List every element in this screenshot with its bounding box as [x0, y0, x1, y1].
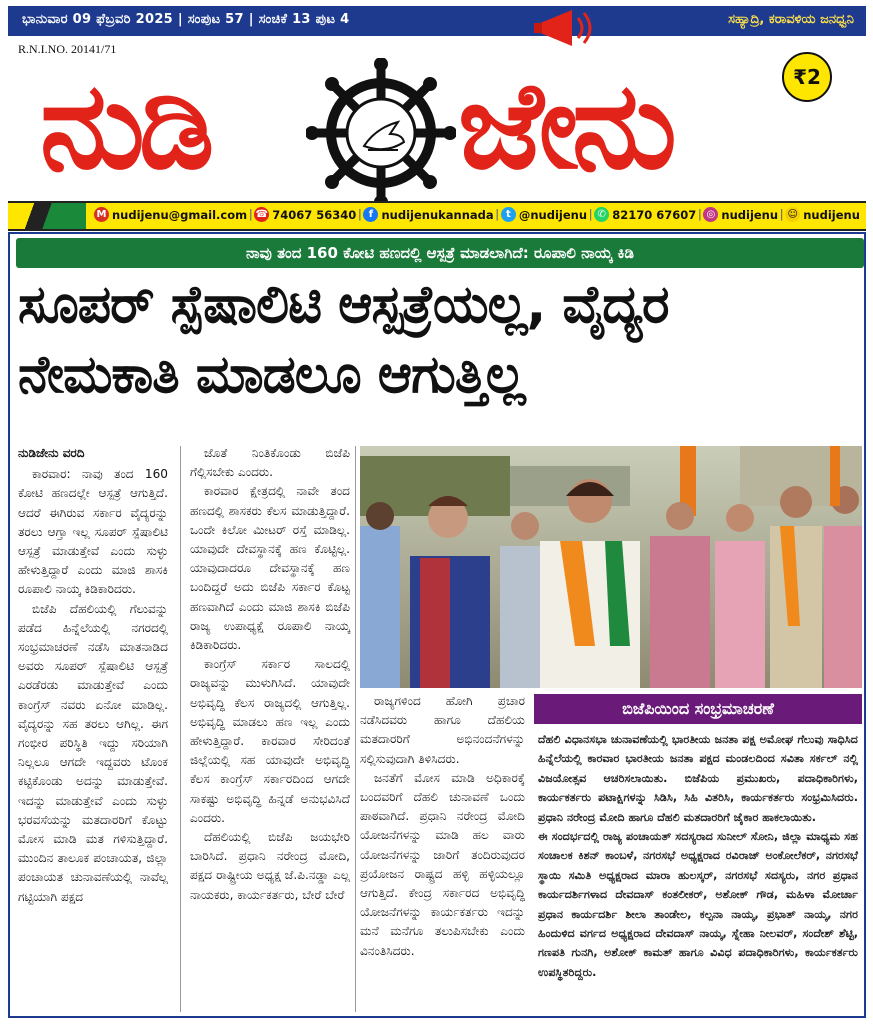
contact-bar-stripe — [8, 203, 86, 229]
whatsapp-icon: ✆ — [594, 207, 609, 222]
twitter-icon: t — [501, 207, 516, 222]
tagline: ಸಹ್ಯಾದ್ರಿ, ಕರಾವಳಿಯ ಜನಧ್ವನಿ — [728, 12, 854, 27]
separator: | — [779, 207, 784, 221]
article-column-2 — [190, 444, 350, 905]
paragraph: ಕಾರವಾರ ಕ್ಷೇತ್ರದಲ್ಲಿ ನಾವೇ ತಂದ ಹಣದಲ್ಲಿ ಶಾಸಕರು ಕೆಲಸ ಮಾಡುತ್ತಿದ್ದಾರೆ. ಒಂದೇ ಕಿಲೋ ಮೀಟರ್ ರಸ್ತೆ ಮಾಡಿಲ್ಲ. ಯಾವುದೇ ದೇವಸ್ಥಾನಕ್ಕೆ ಹಣ ಕೊಟ್ಟಿಲ್ಲ. ಯಾವುದಾದರೂ ದೇವಸ್ಥಾನಕ್ಕೆ ಹಣ ಬಂದಿದ್ದರೆ ಅದು ಬಿಜೆಪಿ ಸರ್ಕಾರ ಕೊಟ್ಟ ಹಣವಾಗಿದೆ ಎಂದು ಮಾಜಿ ಶಾಸಕಿ ಬಿಜೆಪಿ ರಾಜ್ಯ ಉಪಾಧ್ಯಕ್ಷೆ ರೂಪಾಲಿ ನಾಯ್ಕ ಕಿಡಿಕಾರಿದರು. — [190, 484, 350, 653]
masthead-left: ನುಡಿ — [40, 57, 209, 196]
paragraph: ಕಾರವಾರ: ನಾವು ತಂದ 160 ಕೋಟಿ ಹಣದಲ್ಲೇ ಆಸ್ಪತ್ರೆ ಆಗುತ್ತಿದೆ. ಆದರೆ ಈಗಿರುವ ಸರ್ಕಾರ ವೈದ್ಯರನ್ನು ತರಲು ಆಗ್ತಾ ಇಲ್ಲ ಸೂಪರ್ ಸ್ಪೆಷಾಲಿಟಿ ಆಸ್ಪತ್ರೆ ಮಾಡುತ್ತೇವೆ ಎಂದು ಸುಳ್ಳು ಹೇಳುತ್ತಿದ್ದಾರೆ ಎಂದು ಮಾಜಿ ಶಾಸಕಿ ರೂಪಾಲಿ ನಾಯ್ಕ ಕಿಡಿಕಾರಿದರು. — [18, 467, 168, 597]
contact-facebook[interactable]: f nudijenukannada — [363, 207, 493, 222]
price-badge: ₹2 — [782, 52, 832, 102]
contact-twitter[interactable]: t @nudijenu — [501, 207, 587, 222]
snapchat-icon: ☺ — [785, 207, 800, 222]
separator: | — [697, 207, 702, 221]
sidebar-story — [534, 694, 862, 1014]
masthead-right: ಜೇನು — [458, 57, 671, 196]
paragraph: ಈ ಸಂದರ್ಭದಲ್ಲಿ ರಾಜ್ಯ ಪಂಚಾಯತ್ ಸದಸ್ಯರಾದ ಸುನೀಲ್ ಸೋನಿ, ಜಿಲ್ಲಾ ಮಾಧ್ಯಮ ಸಹ ಸಂಚಾಲಕ ಕಿಶನ್ ಕಾಂಬಳೆ, ನಗರಸಭೆ ಅಧ್ಯಕ್ಷರಾದ ರವಿರಾಜ್ ಅಂಕೋಲೆಕರ್, ನಗರಸಭೆ ಸ್ಥಾಯಿ ಸಮಿತಿ ಅಧ್ಯಕ್ಷರಾದ ಮಾರಾ ಹುಲಸ್ಕರ್, ನಗರಸಭೆ ಸದಸ್ಯರು, ನಗರ ಪ್ರಧಾನ ಕಾರ್ಯದರ್ಶಿಗಳಾದ ದೇವದಾಸ್ ಕಂತಲೀಕರ್, ಅಶೋಕ್ ಗೌಡ, ಮಹಿಳಾ ಮೋರ್ಚಾ ಪ್ರಧಾನ ಕಾರ್ಯದರ್ಶಿ ಶೀಲಾ ತಾಂಡೇಲ, ಕಲ್ಪನಾ ನಾಯ್ಕ, ಪ್ರಭಾತ್ ನಾಯ್ಕ, ನಗರ ಹಿಂದುಳಿದ ವರ್ಗದ ಅಧ್ಯಕ್ಷರಾದ ದೇವದಾಸ್ ನಾಯ್ಕ, ಸ್ನೇಹಾ ನೀಲವರ್, ಸಂದೇಶ್ ಶೆಟ್ಟಿ, ಗಣಪತಿ ಗುನಗಿ, ಅಶೋಕ್ ಕಾಮತ್ ಹಾಗೂ ವಿವಿಧ ಪದಾಧಿಕಾರಿಗಳು, ಕಾರ್ಯಕರ್ತರು ಉಪಸ್ಥಿತರಿದ್ದರು. — [538, 830, 858, 979]
instagram-icon: ◎ — [703, 207, 718, 222]
mail-icon: M — [94, 207, 109, 222]
separator: | — [495, 207, 500, 221]
paragraph: ಜೊತೆ ನಿಂತಿಕೊಂಡು ಬಿಜೆಪಿ ಗೆಲ್ಲಿಸಬೇಕು ಎಂದರು. — [190, 446, 350, 480]
photo-illustration — [360, 446, 862, 688]
sidebar-story-body — [538, 730, 858, 982]
contact-instagram[interactable]: ◎ nudijenu — [703, 207, 778, 222]
paragraph: ಜನತೆಗೆ ಮೋಸ ಮಾಡಿ ಅಧಿಕಾರಕ್ಕೆ ಬಂದವರಿಗೆ ದೆಹಲಿ ಚುನಾವಣೆ ಒಂದು ಪಾಠವಾಗಿದೆ. ಪ್ರಧಾನಿ ನರೇಂದ್ರ ಮೋದಿ ಯೋಜನೆಗಳನ್ನು ಮಾಡಿ ಹಲ ವಾರು ಯೋಜನೆಗಳನ್ನು ಜಾರಿಗೆ ತಂದಿರುವುದರ ಪ್ರಯೋಜನ ರಾಷ್ಟ್ರದ ಹಳ್ಳಿ ಹಳ್ಳಿಯಲ್ಲೂ ಆಗುತ್ತಿದೆ. ಕೇಂದ್ರ ಸರ್ಕಾರದ ಅಭಿವೃದ್ಧಿ ಯೋಜನೆಗಳನ್ನು ಕಾರ್ಯಕರ್ತರು ಇದನ್ನು ಮನೆ ಮನೆಗೂ ತಲುಪಿಸಬೇಕು ಎಂದು ವಿನಂತಿಸಿದರು. — [360, 770, 525, 958]
separator: | — [248, 207, 253, 221]
paragraph: ಬಿಜೆಪಿ ದೆಹಲಿಯಲ್ಲಿ ಗೆಲುವನ್ನು ಪಡೆದ ಹಿನ್ನೆಲೆಯಲ್ಲಿ ನಗರದಲ್ಲಿ ಸಂಭ್ರಮಾಚರಣೆ ನಡೆಸಿ ಮಾತನಾಡಿದ ಅವರು ಸೂಪರ್ ಸ್ಪೆಷಾಲಿಟಿ ಆಸ್ಪತ್ರೆ ಎರಡೆರಡು ಮಾಡುತ್ತೇವೆ ಎಂದು ಕಾಂಗ್ರೆಸ್ ನವರು ಏನೋ ಮಾಡಿಲ್ಲ. ವೈದ್ಯರನ್ನು ಸಹ ತರಲು ಆಗಿಲ್ಲ. ಈಗ ಗಂಭೀರ ಪರಿಸ್ಥಿತಿ ಇದ್ದು ಸರಿಯಾಗಿ ನಿಲ್ಲಲೂ ಆಗದೇ ಇದ್ದವರು ಟೊಂಕ ಕಟ್ಟಿಕೊಂಡು ಅದನ್ನು ಮಾಡುತ್ತೇವೆ. ಇದನ್ನು ಮಾಡುತ್ತೇವೆ ಎಂದು ಸುಳ್ಳು ಭರವಸೆಯನ್ನು ಮತದಾರರಿಗೆ ಕೊಟ್ಟು ಮೋಸ ಮಾಡಿ ಮತ ಗಳಿಸುತ್ತಿದ್ದಾರೆ. ಮುಂದಿನ ತಾಲೂಕ ಪಂಚಾಯತ, ಜಿಲ್ಲಾ ಪಂಚಾಯತ ಚುನಾವಣೆಯಲ್ಲಿ ನಾವೆಲ್ಲ ಗಟ್ಟಿಯಾಗಿ ಪಕ್ಷದ — [18, 601, 168, 904]
paragraph: ದೆಹಲಿ ವಿಧಾನಸಭಾ ಚುನಾವಣೆಯಲ್ಲಿ ಭಾರತೀಯ ಜನತಾ ಪಕ್ಷ ಅಮೋಘ ಗೆಲುವು ಸಾಧಿಸಿದ ಹಿನ್ನೆಲೆಯಲ್ಲಿ ಕಾರವಾರ ಭಾರತೀಯ ಜನತಾ ಪಕ್ಷದ ಮಂಡಲದಿಂದ ಸವಿತಾ ಸರ್ಕಲ್ ನಲ್ಲಿ ವಿಜಯೋತ್ಸವ ಆಚರಿಸಲಾಯಿತು. ಬಿಜೆಪಿಯ ಪ್ರಮುಖರು, ಪದಾಧಿಕಾರಿಗಳು, ಕಾರ್ಯಕರ್ತರು ಪಟಾಕ್ಷಿಗಳನ್ನು ಸಿಡಿಸಿ, ಸಿಹಿ ವಿತರಿಸಿ, ಕಾರ್ಯಕರ್ತರು ಸಂಭ್ರಮಿಸಿದರು. ಪ್ರಧಾನಿ ನರೇಂದ್ರ ಮೋದಿ ಹಾಗೂ ದೆಹಲಿ ಮತದಾರರಿಗೆ ಜೈಕಾರ ಹಾಕಲಾಯಿತು. — [538, 733, 858, 824]
contact-snapchat[interactable]: ☺ nudijenu — [785, 207, 860, 222]
ship-wheel-logo-icon — [306, 58, 456, 208]
paragraph: ದೆಹಲಿಯಲ್ಲಿ ಬಿಜೆಪಿ ಜಯಭೇರಿ ಬಾರಿಸಿದೆ. ಪ್ರಧಾನಿ ನರೇಂದ್ರ ಮೋದಿ, ಪಕ್ಷದ ರಾಷ್ಟ್ರೀಯ ಅಧ್ಯಕ್ಷ ಜೆ.ಪಿ.ನಡ್ಡಾ ಎಲ್ಲ ನಾಯಕರು, ಕಾರ್ಯಕರ್ತರು, ಬೇರೆ ಬೇರೆ — [190, 830, 350, 902]
contact-email[interactable]: M nudijenu@gmail.com — [94, 207, 247, 222]
headline-line-2: ನೇಮಕಾತಿ ಮಾಡಲೂ ಆಗುತ್ತಿಲ್ಲ — [18, 345, 525, 405]
contact-bar — [8, 201, 866, 231]
date-bar — [8, 6, 866, 36]
contact-phone[interactable]: ☎ 74067 56340 — [255, 207, 357, 222]
column-divider — [355, 446, 356, 1012]
headline-line-1: ಸೂಪರ್ ಸ್ಪೆಷಾಲಿಟಿ ಆಸ್ಪತ್ರೆಯಲ್ಲ, ವೈದ್ಯರ — [18, 275, 669, 335]
separator: | — [357, 207, 362, 221]
paragraph: ಕಾಂಗ್ರೆಸ್ ಸರ್ಕಾರ ಸಾಲದಲ್ಲಿ ರಾಜ್ಯವನ್ನು ಮುಳುಗಿಸಿದೆ. ಯಾವುದೇ ಅಭಿವೃದ್ಧಿ ಕೆಲಸ ರಾಜ್ಯದಲ್ಲಿ ಆಗುತ್ತಿಲ್ಲ. ಅಭಿವೃದ್ಧಿ ಮಾಡಲು ಹಣ ಇಲ್ಲ ಎಂದು ಹೇಳುತ್ತಿದ್ದಾರೆ. ಕಾರವಾರ ಸೇರಿದಂತೆ ಜಿಲ್ಲೆಯಲ್ಲಿ ಸಹ ಯಾವುದೇ ಅಭಿವೃದ್ಧಿ ಕೆಲಸ ಕಾಂಗ್ರೆಸ್ ಸರ್ಕಾರದಿಂದ ಆಗದೇ ಸಾಕಷ್ಟು ಅಭಿವೃದ್ಧಿ ಹಿನ್ನಡೆ ಅನುಭವಿಸಿದೆ ಎಂದರು. — [190, 657, 350, 825]
news-photo — [360, 446, 862, 688]
rni-number: R.N.I.NO. 20141/71 — [18, 42, 117, 56]
article-column-1 — [18, 444, 168, 907]
issue-info: ಭಾನುವಾರ 09 ಫೆಬ್ರವರಿ 2025 | ಸಂಪುಟ 57 | ಸಂಚಿಕೆ 13 ಪುಟ 4 — [22, 12, 350, 27]
article-kicker: ನಾವು ತಂದ 160 ಕೋಟಿ ಹಣದಲ್ಲಿ ಆಸ್ಪತ್ರೆ ಮಾಡಲಾಗಿದೆ: ರೂಪಾಲಿ ನಾಯ್ಕ ಕಿಡಿ — [16, 238, 864, 268]
paragraph: ರಾಜ್ಯಗಳಿಂದ ಹೋಗಿ ಪ್ರಚಾರ ನಡೆಸಿದವರು ಹಾಗೂ ದೆಹಲಿಯ ಮತದಾರರಿಗೆ ಅಭಿನಂದನೆಗಳನ್ನು ಸಲ್ಲಿಸುವುದಾಗಿ ತಿಳಿಸಿದರು. — [360, 694, 525, 766]
column-divider — [180, 446, 181, 1012]
contact-whatsapp[interactable]: ✆ 82170 67607 — [594, 207, 696, 222]
phone-icon: ☎ — [255, 209, 268, 220]
facebook-icon: f — [363, 207, 378, 222]
article-column-3 — [360, 692, 525, 961]
article-headline — [18, 270, 858, 410]
byline: ನುಡಿಜೇನು ವರದಿ — [18, 446, 85, 460]
megaphone-icon — [532, 6, 602, 50]
sidebar-story-title: ಬಿಜೆಪಿಯಿಂದ ಸಂಭ್ರಮಾಚರಣೆ — [534, 694, 862, 724]
separator: | — [588, 207, 593, 221]
